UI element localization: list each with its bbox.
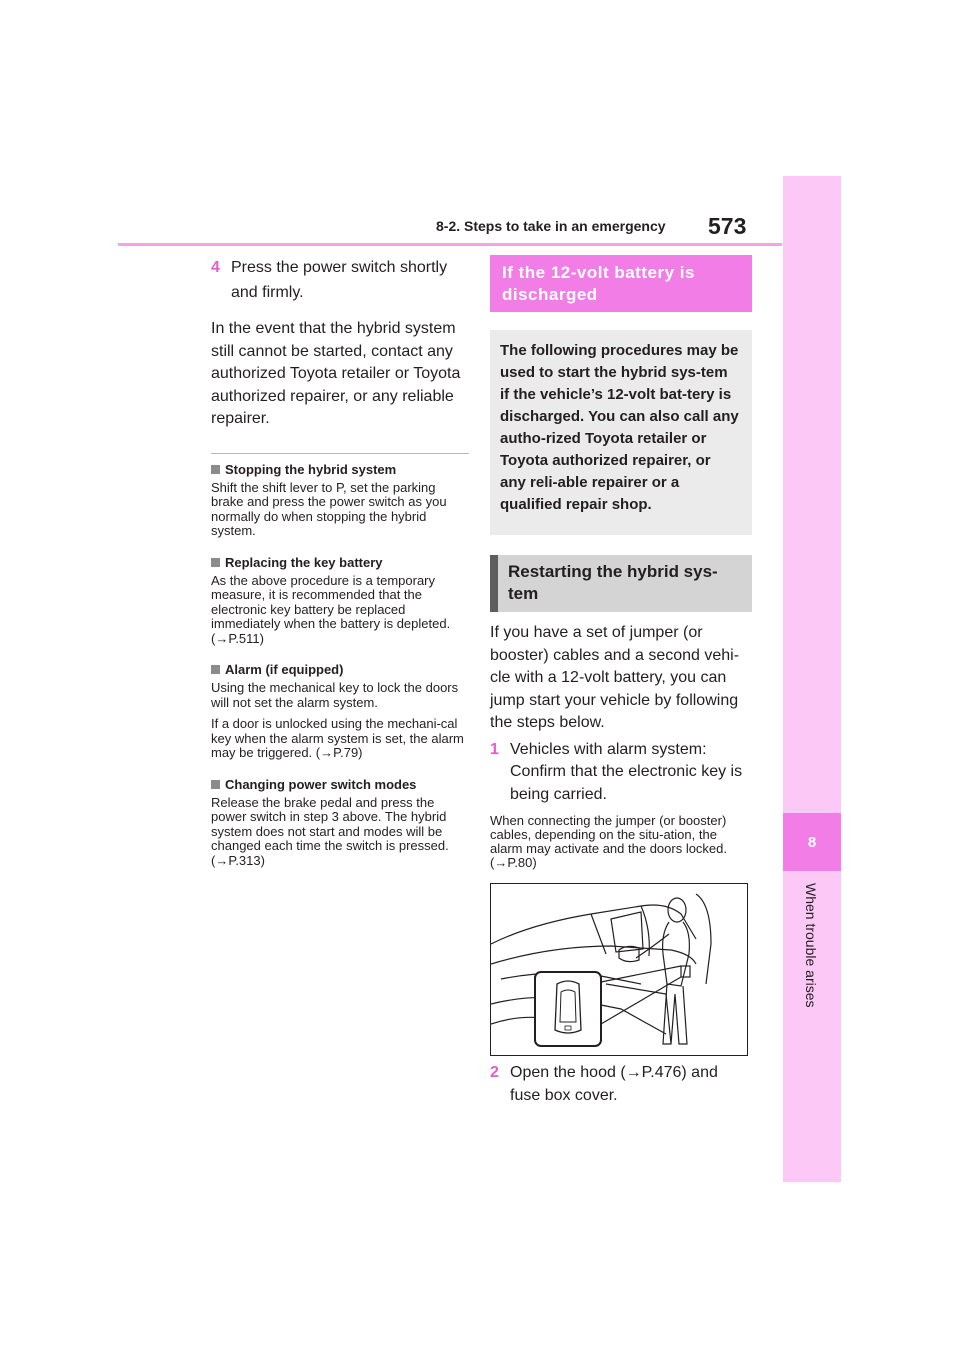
chapter-title: When trouble arises xyxy=(803,883,819,1008)
intro-text: The following procedures may be used to start the hybrid sys-tem if the vehicle’s 12-volt bat-tery is discharged. You can also call any autho-rized Toyota retailer or Toyota authorized repairer, or any reli-able repairer or a qualified repair shop. xyxy=(500,342,739,513)
intro-box xyxy=(490,330,752,535)
step-1 xyxy=(490,739,752,807)
alarm-note: When connecting the jumper (or booster) cables, depending on the situ-ation, the alarm may activate and the doors locked. (→P.80) xyxy=(490,813,728,870)
note-heading xyxy=(211,462,469,478)
step-number: 1 xyxy=(490,740,499,758)
chapter-number: 8 xyxy=(807,833,817,851)
square-bullet-icon xyxy=(211,665,220,674)
section-title: 8-2. Steps to take in an emergency xyxy=(436,218,666,234)
square-bullet-icon xyxy=(211,780,220,789)
subheading-bar xyxy=(490,555,498,612)
note-text: As the above procedure is a temporary measure, it is recommended that the electronic key battery be replaced immediately when the battery is depleted. (→P.511) xyxy=(211,572,451,646)
chapter-side-tab xyxy=(783,176,841,1182)
chapter-number-box xyxy=(783,813,841,871)
right-column xyxy=(490,255,752,1107)
note-title: Replacing the key battery xyxy=(225,554,383,570)
note-title: Stopping the hybrid system xyxy=(225,461,397,477)
subheading-text: Restarting the hybrid sys-tem xyxy=(508,562,718,603)
note-text: Using the mechanical key to lock the doors will not set the alarm system. xyxy=(211,680,459,710)
page-number: 573 xyxy=(708,213,747,239)
step-text: Vehicles with alarm system: Confirm that the electronic key is being carried. xyxy=(510,740,743,803)
note-heading xyxy=(211,662,469,678)
square-bullet-icon xyxy=(211,465,220,474)
contact-paragraph: In the event that the hybrid system still cannot be started, contact any authorized Toyota retailer or Toyota authorized repairer, or any reliable repairer. xyxy=(211,320,461,427)
car-door-key-drawing xyxy=(491,884,747,1055)
header-rule xyxy=(118,243,782,246)
step-text: Press the power switch shortly and firmly. xyxy=(231,259,448,301)
divider xyxy=(211,453,469,454)
note-title: Changing power switch modes xyxy=(225,776,417,792)
step-number: 2 xyxy=(490,1064,499,1081)
step-4 xyxy=(211,255,469,305)
note-text: Shift the shift lever to P, set the parking brake and press the power switch as you normally do when stopping the hybrid system. xyxy=(211,479,447,538)
note-text: If a door is unlocked using the mechani-cal key when the alarm system is set, the alarm may be triggered. (→P.79) xyxy=(211,716,464,760)
restart-subheading xyxy=(490,555,752,612)
note-text: Release the brake pedal and press the power switch in step 3 above. The hybrid system does not start and modes will be changed each time the switch is pressed. (→P.313) xyxy=(211,794,449,868)
person-at-car-door-illustration xyxy=(490,883,748,1056)
step-text: Open the hood (→P.476) and fuse box cover. xyxy=(510,1064,718,1104)
left-column xyxy=(211,255,469,868)
note-heading xyxy=(211,555,469,571)
jumper-paragraph: If you have a set of jumper (or booster) cables and a second vehi-cle with a 12-volt battery, you can jump start your vehicle by following the steps below. xyxy=(490,624,740,731)
heading-text: If the 12-volt battery is discharged xyxy=(502,263,695,304)
square-bullet-icon xyxy=(211,558,220,567)
battery-section-heading xyxy=(490,255,752,312)
step-2 xyxy=(490,1062,752,1107)
step-number: 4 xyxy=(211,259,220,276)
note-heading xyxy=(211,777,469,793)
note-title: Alarm (if equipped) xyxy=(225,662,344,677)
